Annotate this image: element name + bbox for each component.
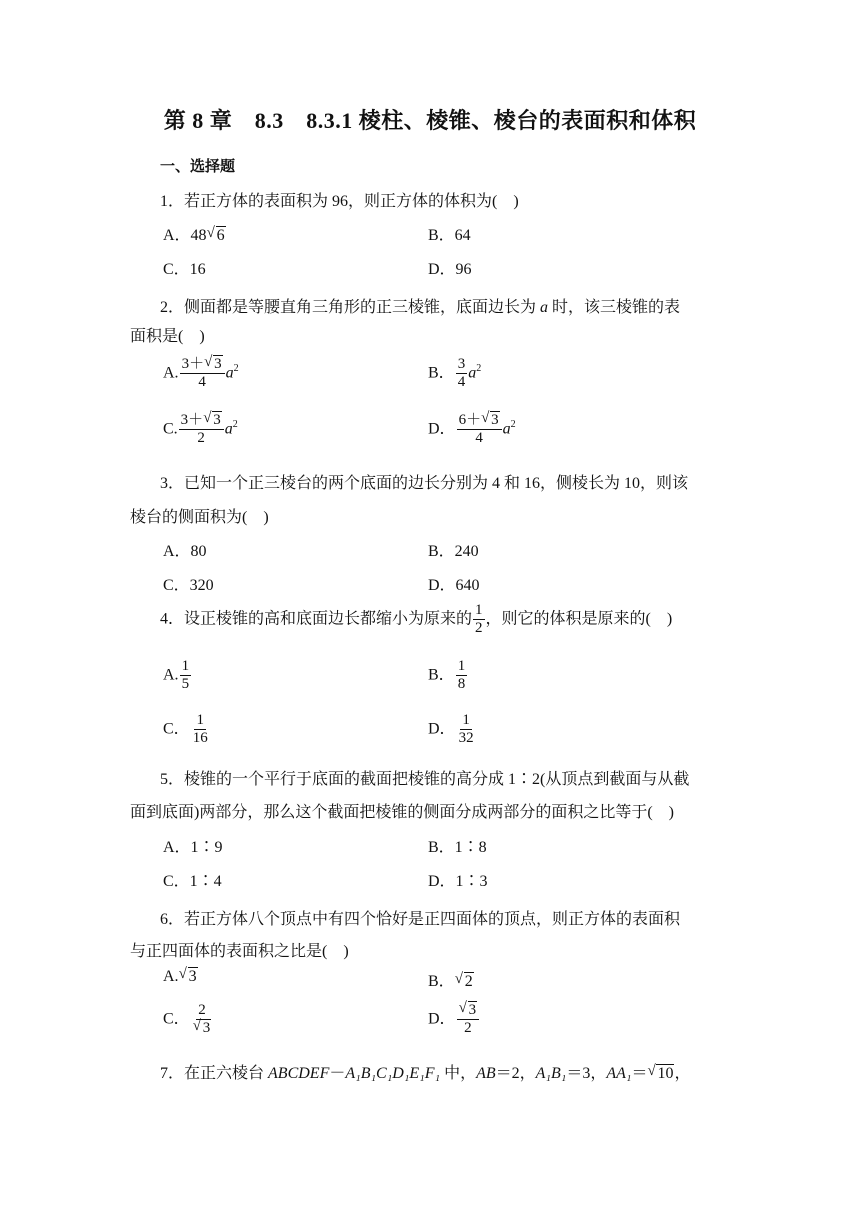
- q1-option-d: D．96: [428, 261, 472, 278]
- q3-option-d: D．640: [428, 577, 480, 594]
- q5-option-c: C．1∶4: [163, 873, 222, 890]
- q3-option-a: A．80: [163, 543, 207, 560]
- question-5-stem-cont: 面到底面)两部分，那么这个截面把棱锥的侧面分成两部分的面积之比等于( ): [130, 804, 674, 821]
- question-7-stem: 7．在正六棱台 ABCDEF－A₁B₁C₁D₁E₁F₁ 中，AB＝2，A₁B₁＝3，AA₁＝ √ 10，: [160, 1063, 691, 1082]
- q2-option-d: D． 6＋ √ 3 4 $a^2$: [428, 410, 516, 447]
- question-3-stem-cont: 棱台的侧面积为( ): [130, 509, 269, 526]
- q5-option-d: D．1∶3: [428, 873, 488, 890]
- q5-option-a: A．1∶9: [163, 839, 223, 856]
- q6-option-a: A. √ 3: [163, 966, 197, 985]
- q2-option-c: C. 3＋ √ 3 2 $a^2$: [163, 410, 238, 447]
- q4-option-b: B． $\frac{1}{8}$: [428, 658, 466, 693]
- q5-option-b: B．1∶8: [428, 839, 487, 856]
- q6-option-c: C． 2 √ 3: [163, 1002, 211, 1037]
- q6-option-d: D． √ 3 2: [428, 1002, 480, 1038]
- section-heading: 一、选择题: [160, 159, 236, 175]
- question-3-stem: 3．已知一个正三棱台的两个底面的边长分别为 4 和 16，侧棱长为 10，则该: [160, 475, 689, 492]
- q3-option-b: B．240: [428, 543, 479, 560]
- question-6-stem: 6．若正方体八个顶点中有四个恰好是正四面体的顶点，则正方体的表面积: [160, 911, 681, 928]
- q4-option-d: D． $\frac{1}{32}$: [428, 712, 474, 747]
- q2-option-b: B． $\frac{3}{4}$ $a^2$: [428, 356, 482, 391]
- q1-option-b: B．64: [428, 227, 471, 244]
- q1-option-c: C．16: [163, 261, 206, 278]
- question-2-stem: 2．侧面都是等腰直角三角形的正三棱锥，底面边长为 a 时，该三棱锥的表: [160, 299, 681, 316]
- question-2-stem-cont: 面积是( ): [130, 328, 205, 345]
- question-4-stem: 4．设正棱锥的高和底面边长都缩小为原来的 $\frac{1}{2}$ ，则它的体积是原来的( ): [160, 602, 673, 637]
- q3-option-c: C．320: [163, 577, 214, 594]
- question-6-stem-cont: 与正四面体的表面积之比是( ): [130, 943, 349, 960]
- q2-option-a: A. 3＋ √ 3 4 $a^2$: [163, 354, 239, 391]
- question-1-stem: 1．若正方体的表面积为 96，则正方体的体积为( ): [160, 193, 519, 210]
- page-title: 第 8 章 8.3 8.3.1 棱柱、棱锥、棱台的表面积和体积: [163, 108, 697, 133]
- q6-option-b: B． √ 2: [428, 971, 473, 990]
- question-5-stem: 5．棱锥的一个平行于底面的截面把棱锥的高分成 1∶2(从顶点到截面与从截: [160, 771, 690, 788]
- q4-option-c: C． $\frac{1}{16}$: [163, 712, 208, 747]
- q1-option-a: A．48 √ 6: [163, 225, 225, 244]
- q4-option-a: A. $\frac{1}{5}$: [163, 658, 190, 693]
